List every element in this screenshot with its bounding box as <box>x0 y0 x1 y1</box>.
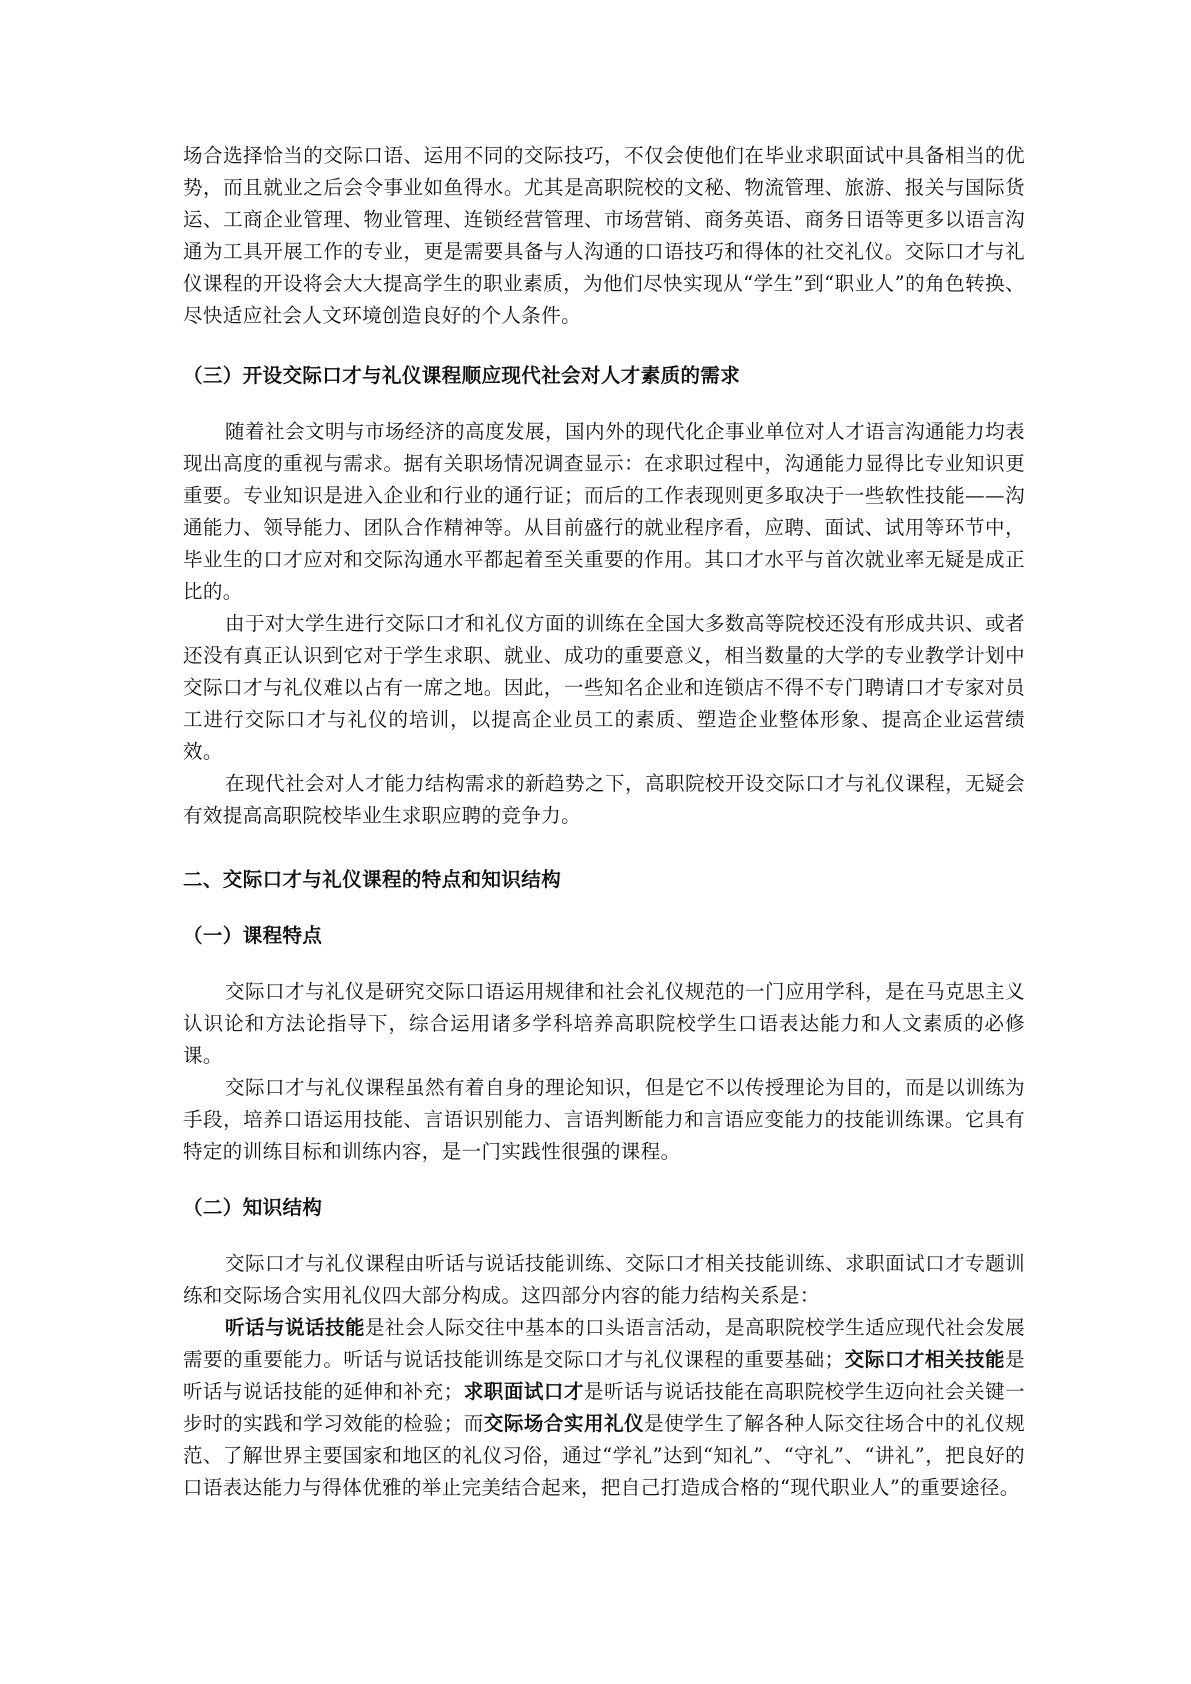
heading-subsection-three: （三）开设交际口才与礼仪课程顺应现代社会对人才素质的需求 <box>183 364 741 387</box>
text-segment-1: 是社会人际交往中基本的口头语言活动，是高职院校学生适应现代社会发展需要的重要能力。听话与说话技能训练是交际口才与礼仪课程的重要基础； <box>183 1316 1025 1371</box>
document-page <box>183 140 1025 1504</box>
heading-subsection-two: （二）知识结构 <box>183 1196 323 1219</box>
paragraph-course-nature: 交际口才与礼仪课程虽然有着自身的理论知识，但是它不以传授理论为目的，而是以训练为手段，培养口语运用技能、言语识别能力、言语判断能力和言语应变能力的技能训练课。它具有特定的训练目标和训练内容，是一门实践性很强的课程。 <box>183 1076 1025 1163</box>
paragraph-structure-relations <box>183 1312 1025 1504</box>
paragraph-course-definition: 交际口才与礼仪是研究交际口语运用规律和社会礼仪规范的一门应用学科，是在马克思主义认识论和方法论指导下，综合运用诸多学科培养高职院校学生口语表达能力和人文素质的必修课。 <box>183 980 1025 1067</box>
term-listening-speaking: 听话与说话技能 <box>225 1316 366 1339</box>
paragraph-career-benefit: 场合选择恰当的交际口语、运用不同的交际技巧，不仅会使他们在毕业求职面试中具备相当的优势，而且就业之后会令事业如鱼得水。尤其是高职院校的文秘、物流管理、旅游、报关与国际货运、工商企业管理、物业管理、连锁经营管理、市场营销、商务英语、商务日语等更多以语言沟通为工具开展工作的专业，更是需要具备与人沟通的口语技巧和得体的社交礼仪。交际口才与礼仪课程的开设将会大大提高学生的职业素质，为他们尽快实现从“学生”到“职业人”的角色转换、尽快适应社会人文环境创造良好的个人条件。 <box>183 144 1025 327</box>
heading-subsection-one: （一）课程特点 <box>183 924 323 947</box>
text-segment-3: 是听话与说话技能在高职院校学生迈向社会关键一步时的实践和学习效能的检验；而 <box>183 1380 1025 1435</box>
paragraph-competitiveness: 在现代社会对人才能力结构需求的新趋势之下，高职院校开设交际口才与礼仪课程，无疑会有效提高高职院校毕业生求职应聘的竞争力。 <box>183 772 1025 827</box>
term-practical-etiquette: 交际场合实用礼仪 <box>483 1412 645 1435</box>
text-segment-2: 是听话与说话技能的延伸和补充； <box>183 1348 1025 1403</box>
text-segment-4: 是使学生了解各种人际交往场合中的礼仪规范、了解世界主要国家和地区的礼仪习俗，通过“学礼”达到“知礼”、“守礼”、“讲礼”，把良好的口语表达能力与得体优雅的举止完美结合起来，把自己打造成合格的“现代职业人”的重要途径。 <box>183 1412 1025 1499</box>
term-interview-eloquence: 求职面试口才 <box>463 1380 585 1403</box>
paragraph-training-gap: 由于对大学生进行交际口才和礼仪方面的训练在全国大多数高等院校还没有形成共识、或者还没有真正认识到它对于学生求职、就业、成功的重要意义，相当数量的大学的专业教学计划中交际口才与礼仪难以占有一席之地。因此，一些知名企业和连锁店不得不专门聘请口才专家对员工进行交际口才与礼仪的培训，以提高企业员工的素质、塑造企业整体形象、提高企业运营绩效。 <box>183 612 1025 763</box>
heading-section-two: 二、交际口才与礼仪课程的特点和知识结构 <box>183 868 562 891</box>
paragraph-structure-intro: 交际口才与礼仪课程由听话与说话技能训练、交际口才相关技能训练、求职面试口才专题训练和交际场合实用礼仪四大部分构成。这四部分内容的能力结构关系是： <box>183 1252 1025 1307</box>
term-related-skills: 交际口才相关技能 <box>844 1348 1006 1371</box>
paragraph-social-demand: 随着社会文明与市场经济的高度发展，国内外的现代化企事业单位对人才语言沟通能力均表现出高度的重视与需求。据有关职场情况调查显示：在求职过程中，沟通能力显得比专业知识更重要。专业知识是进入企业和行业的通行证；而后的工作表现则更多取决于一些软性技能——沟通能力、领导能力、团队合作精神等。从目前盛行的就业程序看，应聘、面试、试用等环节中，毕业生的口才应对和交际沟通水平都起着至关重要的作用。其口才水平与首次就业率无疑是成正比的。 <box>183 420 1025 603</box>
